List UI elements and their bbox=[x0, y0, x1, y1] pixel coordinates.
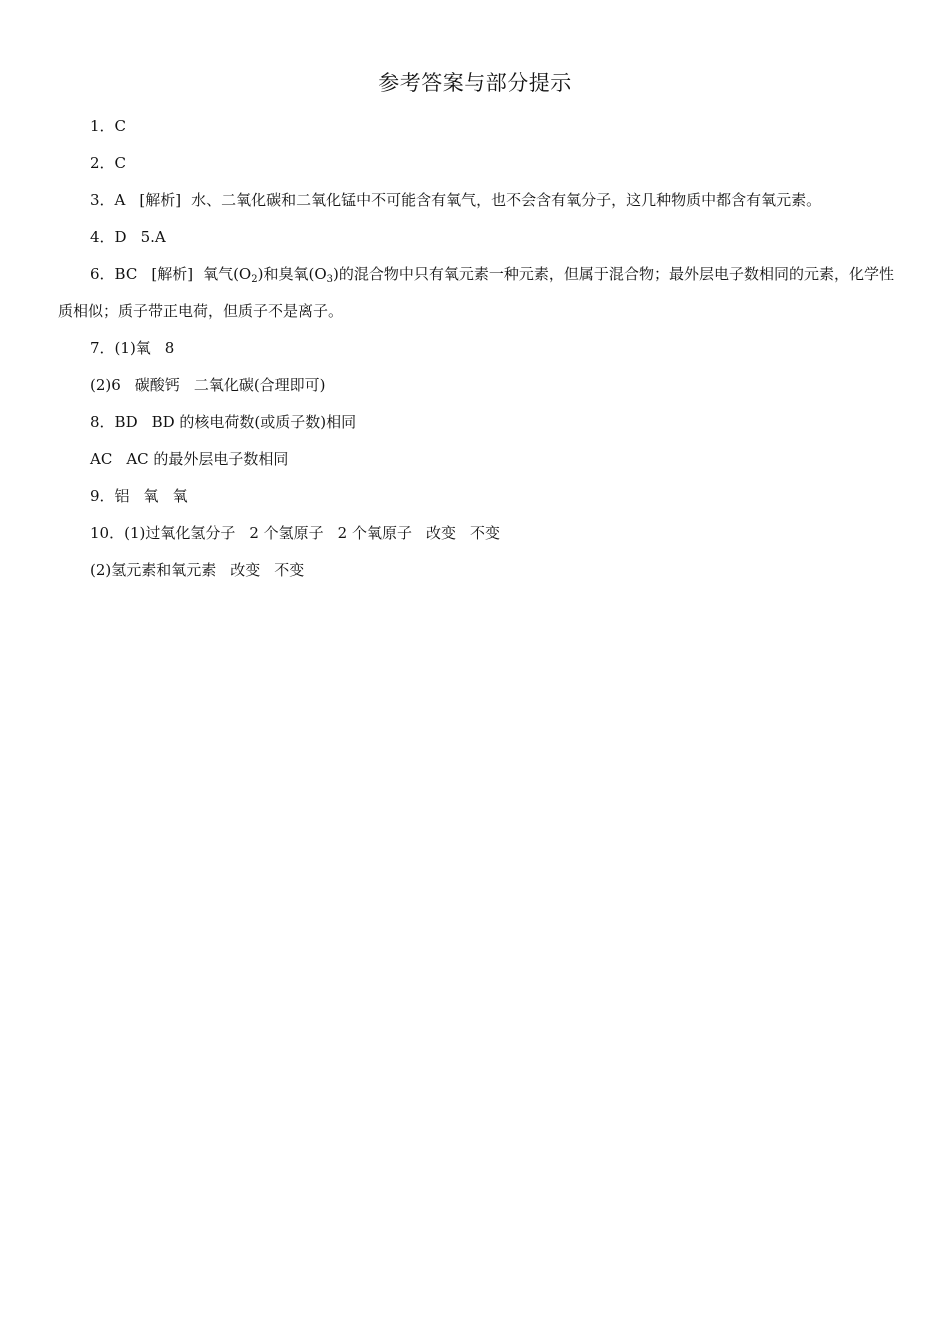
answer-10-value-4: 不变 bbox=[469, 524, 500, 542]
answer-6-analysis-tag: [解析] bbox=[151, 265, 194, 283]
answer-7-part-1 bbox=[58, 330, 894, 367]
page-title: 参考答案与部分提示 bbox=[378, 71, 572, 95]
answer-8-number: 8．BD bbox=[90, 413, 138, 431]
answer-8-part-1 bbox=[58, 404, 894, 441]
answer-3 bbox=[58, 182, 894, 219]
answer-3-analysis-tag: [解析] bbox=[139, 191, 182, 209]
answer-10-part-2-label: (2)氢元素和氧元素 bbox=[90, 561, 217, 579]
answer-6 bbox=[58, 256, 894, 330]
answer-2 bbox=[58, 145, 894, 182]
answer-9-value-1: 氧 bbox=[143, 487, 159, 505]
answer-5-text: 5.A bbox=[140, 228, 166, 246]
answer-10-value-2: 2 个氧原子 bbox=[337, 524, 412, 542]
answer-7-value-1: 8 bbox=[164, 339, 175, 357]
answer-9-number: 9．铝 bbox=[90, 487, 130, 505]
answer-10-value-5: 改变 bbox=[230, 561, 261, 579]
answer-8-reason-2: AC 的最外层电子数相同 bbox=[126, 450, 289, 468]
answer-10-part-2 bbox=[58, 552, 894, 589]
answer-list bbox=[58, 108, 894, 589]
answer-6-text-c: )的混合物中只有氧元素一种元素，但属于混合物；最外层电子数相同的元素，化学性质相似；质子带正电荷，但质子不是离子。 bbox=[58, 265, 895, 320]
answer-8-part-2 bbox=[58, 441, 894, 478]
answer-7-number: 7．(1)氧 bbox=[90, 339, 151, 357]
answer-6-text-a: 氧气(O bbox=[203, 265, 252, 283]
answer-8-reason-1: BD 的核电荷数(或质子数)相同 bbox=[151, 413, 357, 431]
answer-1-text: 1．C bbox=[90, 117, 127, 135]
answer-3-number: 3．A bbox=[90, 191, 126, 209]
answer-2-text: 2．C bbox=[90, 154, 127, 172]
answer-7-part-2-label: (2)6 bbox=[90, 376, 121, 394]
answer-7-part-2 bbox=[58, 367, 894, 404]
answer-6-number: 6．BC bbox=[90, 265, 138, 283]
answer-9 bbox=[58, 478, 894, 515]
answer-10-value-3: 改变 bbox=[425, 524, 456, 542]
answer-9-value-2: 氧 bbox=[172, 487, 188, 505]
answer-4-text: 4．D bbox=[90, 228, 127, 246]
answer-10-number: 10．(1)过氧化氢分子 bbox=[90, 524, 236, 542]
answer-7-value-2: 碳酸钙 bbox=[134, 376, 180, 394]
answer-4-5 bbox=[58, 219, 894, 256]
answer-3-analysis: 水、二氧化碳和二氧化锰中不可能含有氧气，也不会含有氧分子，这几种物质中都含有氧元素。 bbox=[191, 191, 822, 209]
answer-10-value-6: 不变 bbox=[274, 561, 305, 579]
answer-7-value-3: 二氧化碳(合理即可) bbox=[193, 376, 326, 394]
answer-8-part-2-label: AC bbox=[90, 450, 113, 468]
answer-10-value-1: 2 个氢原子 bbox=[249, 524, 324, 542]
answer-1 bbox=[58, 108, 894, 145]
answer-10-part-1 bbox=[58, 515, 894, 552]
answer-6-text-b: )和臭氧(O bbox=[257, 265, 327, 283]
answer-6-subscript-2: 2 bbox=[251, 274, 258, 285]
answer-6-subscript-3: 3 bbox=[326, 274, 334, 285]
